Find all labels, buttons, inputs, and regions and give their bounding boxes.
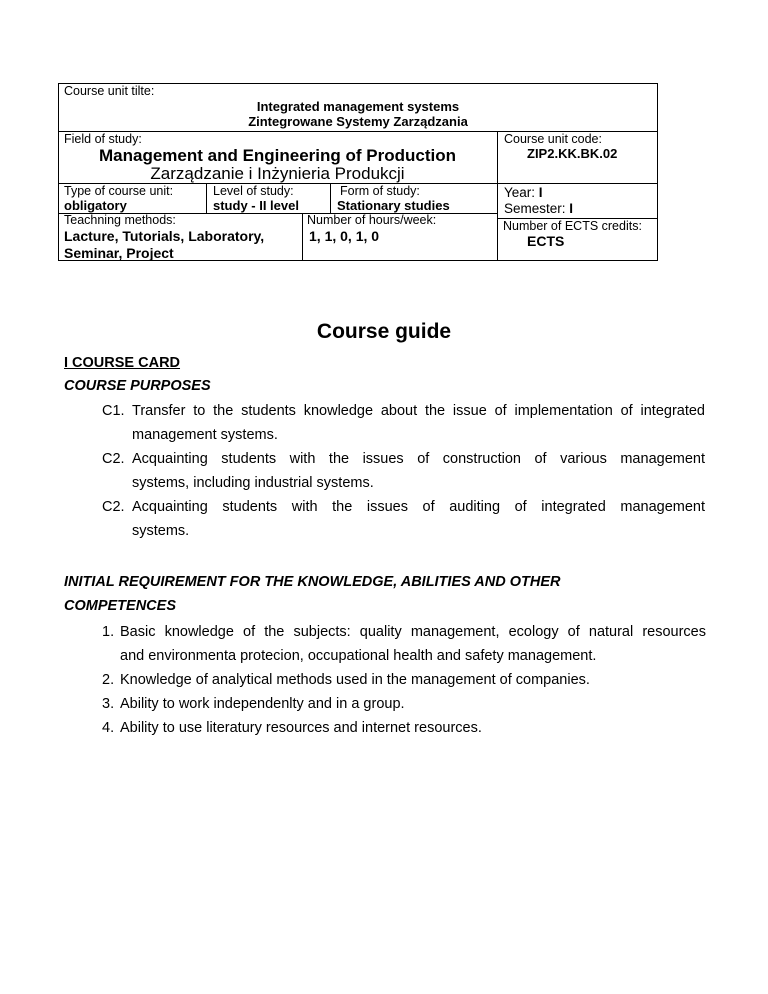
teaching-methods-line1: Lacture, Tutorials, Laboratory, — [64, 228, 265, 244]
item-text-line2: management systems. — [132, 427, 278, 443]
item-label: C1. — [102, 403, 125, 419]
item-text-line1: Ability to work independenlty and in a group. — [120, 696, 405, 712]
item-label: C2. — [102, 451, 125, 467]
year-label: Year: — [504, 185, 539, 200]
form-label: Form of study: — [340, 184, 420, 198]
table-divider — [206, 183, 207, 213]
item-text-line1: Acquainting students with the issues of construction of various management — [132, 451, 705, 467]
ects-value: ECTS — [527, 233, 565, 249]
course-title-en: Integrated management systems — [256, 99, 460, 114]
item-text-line1: Basic knowledge of the subjects: quality management, ecology of natural resources — [120, 624, 706, 640]
item-label: 1. — [102, 624, 115, 640]
teaching-methods-label: Teachning methods: — [64, 213, 176, 227]
item-text-line1: Ability to use literatury resources and internet resources. — [120, 720, 482, 736]
list-item — [102, 692, 706, 716]
year-value: I — [538, 185, 543, 200]
semester-label: Semester: — [504, 201, 570, 216]
item-text-line2: systems, including industrial systems. — [132, 475, 374, 491]
semester-value: I — [569, 201, 574, 216]
item-label: 4. — [102, 720, 115, 736]
course-title-pl: Zintegrowane Systemy Zarządzania — [248, 114, 468, 129]
hours-value: 1, 1, 0, 1, 0 — [309, 228, 380, 244]
item-label: 3. — [102, 696, 115, 712]
item-text-line1: Acquainting students with the issues of auditing of integrated management — [132, 499, 705, 515]
item-text-line2: and environmenta protecion, occupational health and safety management. — [120, 648, 597, 664]
table-divider — [497, 131, 498, 261]
level-value: study - II level — [213, 198, 299, 213]
list-item — [102, 620, 706, 668]
course-code-label: Course unit code: — [504, 132, 602, 146]
field-of-study-label: Field of study: — [64, 132, 142, 146]
item-label: C2. — [102, 499, 125, 515]
requirements-heading-line1: INITIAL REQUIREMENT FOR THE KNOWLEDGE, ABILITIES AND OTHER — [64, 574, 561, 590]
table-divider — [302, 213, 303, 261]
course-purposes-heading: COURSE PURPOSES — [64, 378, 211, 394]
list-item — [102, 716, 706, 740]
course-code-value: ZIP2.KK.BK.02 — [527, 146, 618, 161]
page-title: Course guide — [316, 320, 452, 343]
table-divider — [330, 183, 331, 213]
list-item — [102, 668, 706, 692]
section-heading-course-card: I COURSE CARD — [64, 355, 181, 371]
year-field — [504, 185, 543, 200]
field-of-study-pl: Zarządzanie i Inżynieria Produkcji — [150, 164, 405, 183]
course-title-label: Course unit tilte: — [64, 84, 155, 98]
form-value: Stationary studies — [337, 198, 450, 213]
level-label: Level of study: — [213, 184, 294, 198]
requirements-heading-line2: COMPETENCES — [64, 598, 176, 614]
teaching-methods-line2: Seminar, Project — [64, 245, 174, 261]
ects-label: Number of ECTS credits: — [503, 219, 642, 233]
item-label: 2. — [102, 672, 115, 688]
semester-field — [504, 201, 573, 216]
field-of-study-en: Management and Engineering of Production — [98, 146, 457, 165]
item-text-line2: systems. — [132, 523, 190, 539]
list-item — [102, 495, 705, 543]
list-item — [102, 447, 705, 495]
type-value: obligatory — [64, 198, 127, 213]
item-text-line1: Knowledge of analytical methods used in the management of companies. — [120, 672, 590, 688]
item-text-line1: Transfer to the students knowledge about the issue of implementation of integrated — [132, 403, 705, 419]
hours-label: Number of hours/week: — [307, 213, 437, 227]
type-label: Type of course unit: — [64, 184, 174, 198]
list-item — [102, 399, 705, 447]
